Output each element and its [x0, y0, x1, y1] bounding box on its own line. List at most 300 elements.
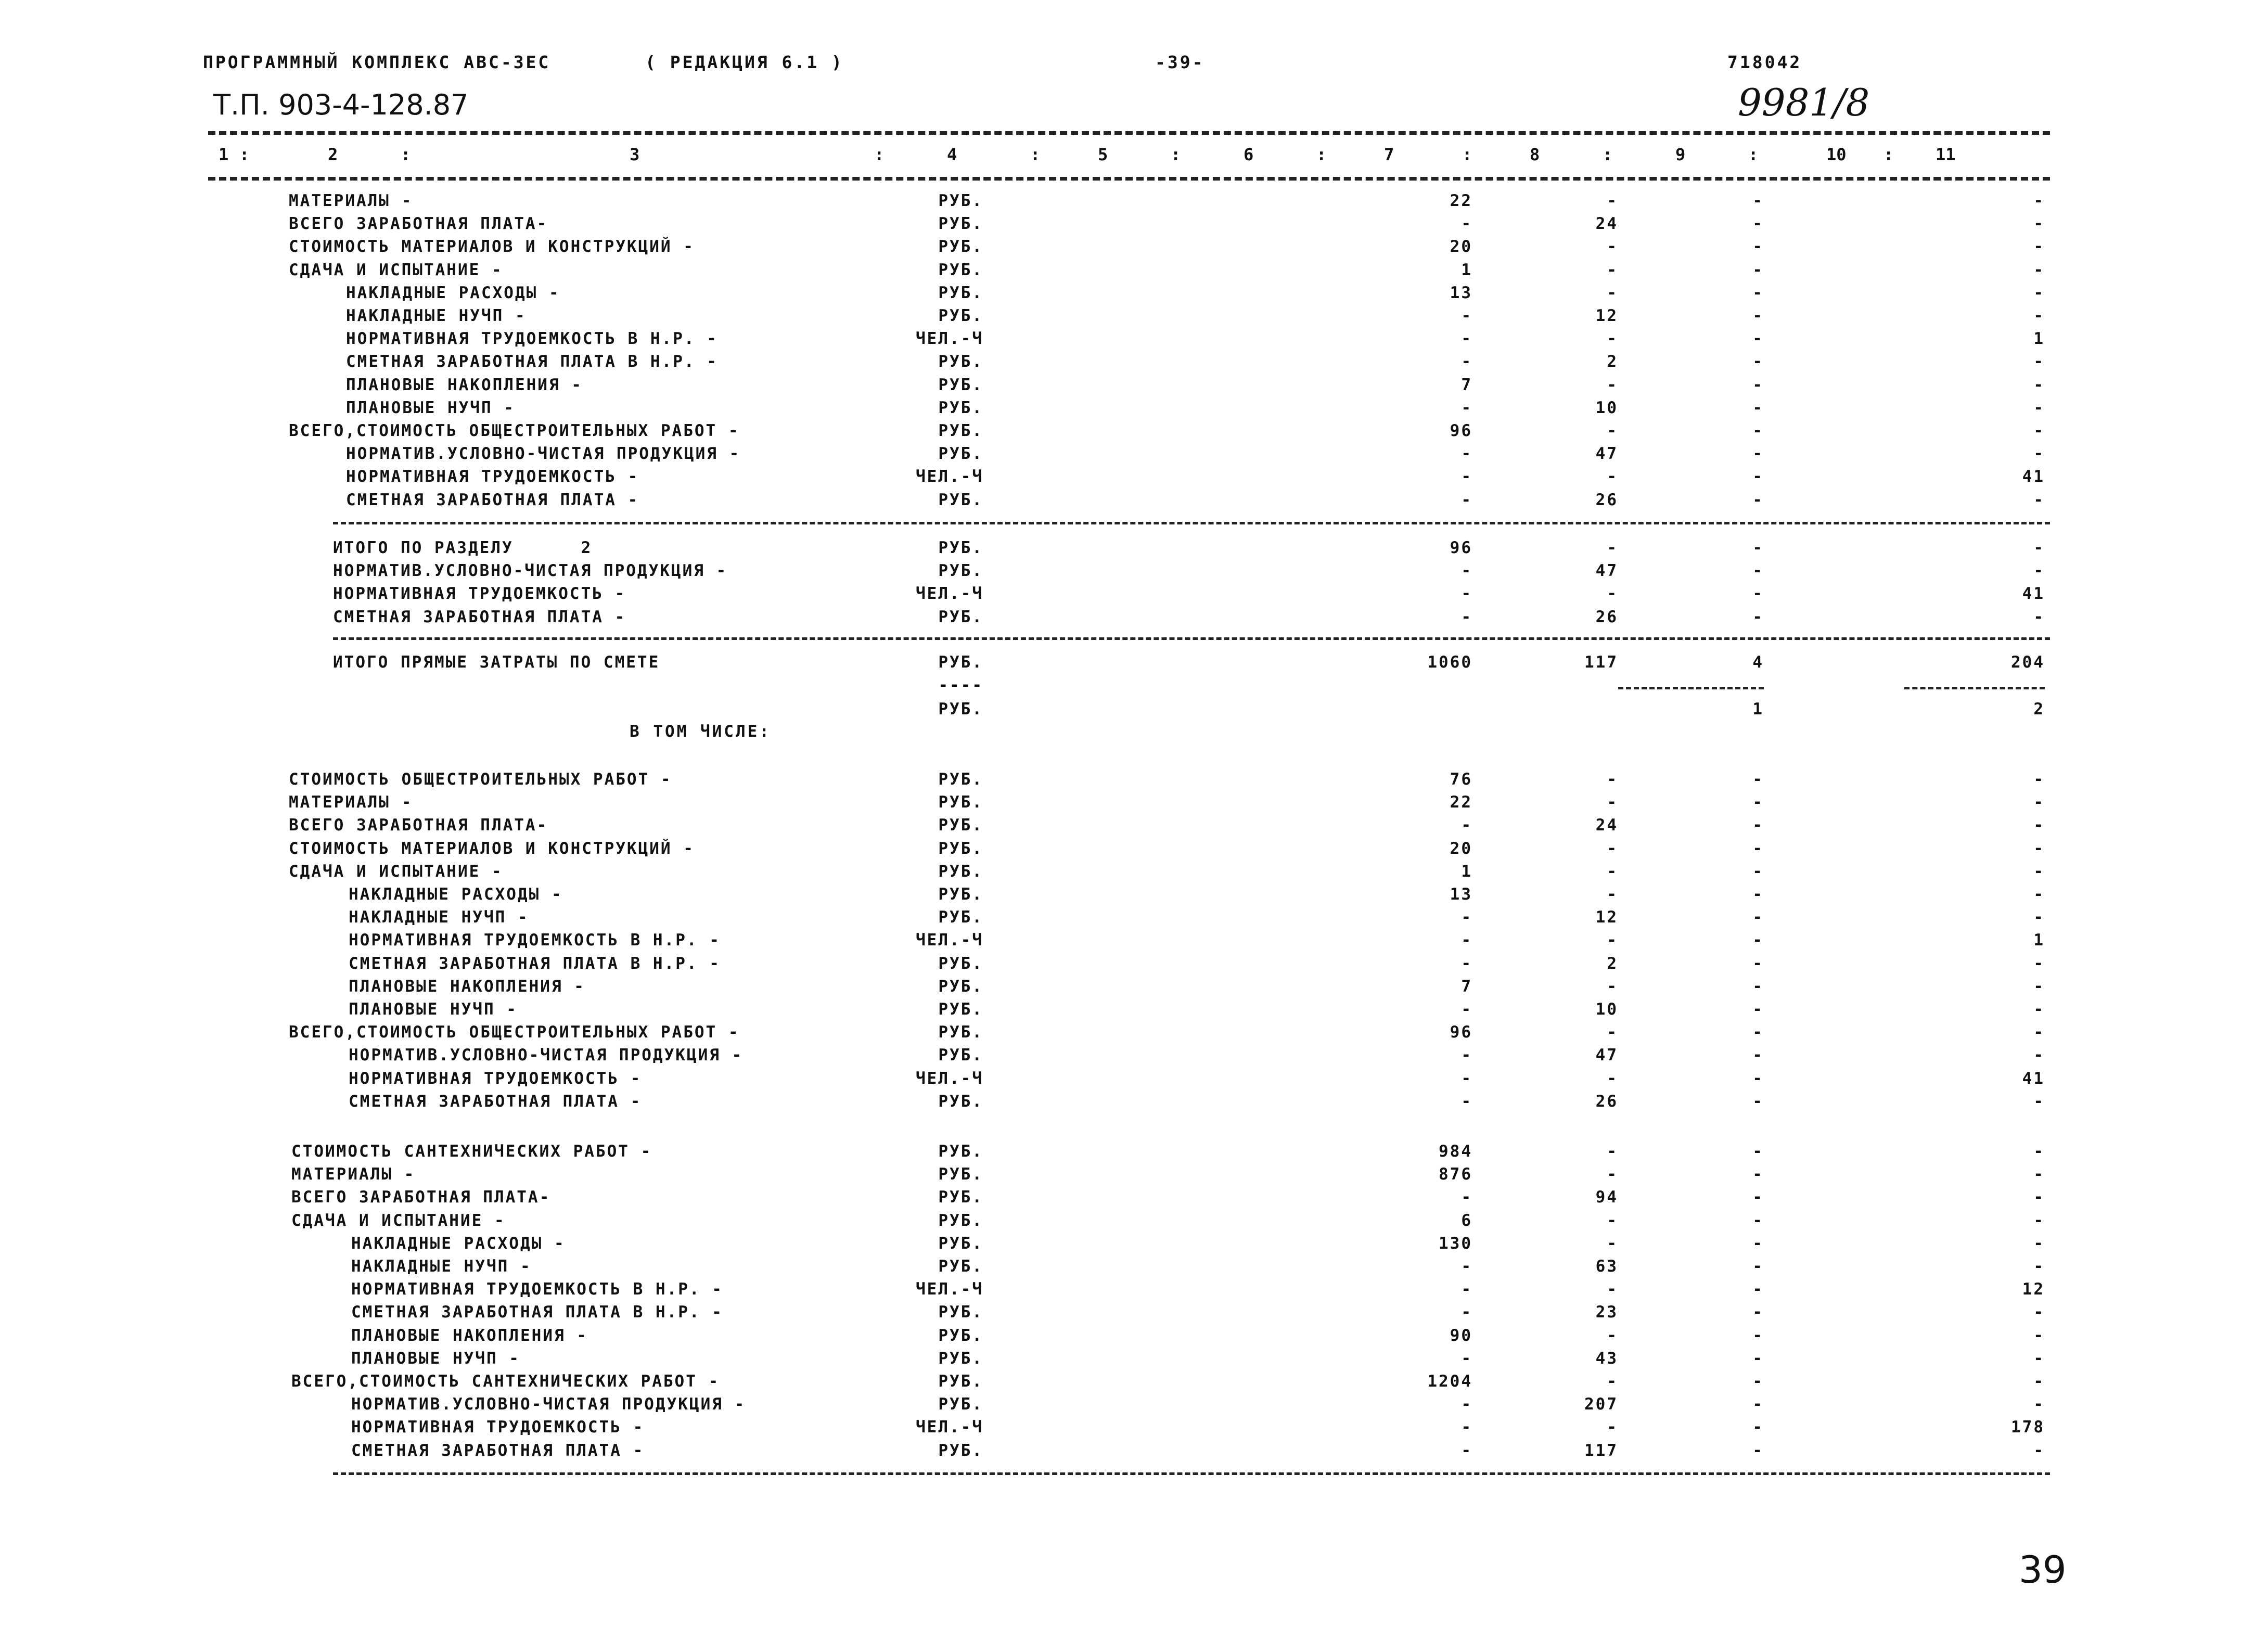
- row-col8: 26: [1595, 607, 1618, 626]
- row-label: НОРМАТИВ.УСЛОВНО-ЧИСТАЯ ПРОДУКЦИЯ -: [333, 561, 728, 581]
- row-col9: -: [1752, 1234, 1764, 1253]
- row-unit: РУБ.: [938, 1092, 983, 1111]
- column-separator: :: [1030, 145, 1041, 164]
- row-col7: 1204: [1427, 1372, 1472, 1391]
- row-label: НОРМАТИВНАЯ ТРУДОЕМКОСТЬ В Н.Р. -: [346, 329, 718, 349]
- row-col11: -: [2033, 885, 2045, 904]
- row-col7: 1: [1461, 862, 1472, 881]
- row-unit: РУБ.: [938, 977, 983, 996]
- row-col7: -: [1461, 444, 1472, 464]
- row-col7: 13: [1450, 885, 1472, 904]
- column-separator: :: [1316, 145, 1327, 164]
- row-col9: -: [1752, 467, 1764, 486]
- row-col11: -: [2033, 1234, 2045, 1253]
- row-label: ПЛАНОВЫЕ НУЧП -: [349, 1000, 518, 1019]
- row-unit: РУБ.: [938, 607, 983, 626]
- row-col9: -: [1752, 214, 1764, 234]
- row-col8: -: [1607, 977, 1618, 996]
- row-label: СТОИМОСТЬ МАТЕРИАЛОВ И КОНСТРУКЦИЙ -: [289, 839, 695, 858]
- row-label: ВСЕГО ЗАРАБОТНАЯ ПЛАТА-: [289, 816, 548, 835]
- row-col11: -: [2033, 398, 2045, 417]
- row-col8: 47: [1595, 444, 1618, 464]
- row-col7: -: [1461, 1418, 1472, 1437]
- row-col11: -: [2033, 539, 2045, 557]
- column-number: 3: [630, 145, 640, 164]
- row-col11: -: [2033, 214, 2045, 234]
- row-col8: -: [1607, 584, 1618, 604]
- column-number: 6: [1244, 145, 1254, 164]
- row-label: СТОИМОСТЬ САНТЕХНИЧЕСКИХ РАБОТ -: [291, 1142, 652, 1161]
- row-unit: РУБ.: [938, 306, 983, 325]
- table-row: [0, 954, 2268, 977]
- direct-costs-col11-sub: 2: [2033, 700, 2045, 719]
- table-row: [0, 191, 2268, 214]
- row-col9: -: [1752, 862, 1764, 881]
- row-col11: 1: [2033, 329, 2045, 349]
- row-col8: -: [1607, 237, 1618, 257]
- row-col11: -: [2033, 1211, 2045, 1230]
- row-unit: РУБ.: [938, 1046, 983, 1065]
- row-label: ПЛАНОВЫЕ НАКОПЛЕНИЯ -: [346, 375, 583, 394]
- row-unit: РУБ.: [938, 352, 983, 371]
- row-col11: -: [2033, 490, 2045, 509]
- table-row: [0, 1046, 2268, 1069]
- row-unit: РУБ.: [938, 816, 983, 835]
- row-unit: РУБ.: [938, 770, 983, 789]
- row-label: СМЕТНАЯ ЗАРАБОТНАЯ ПЛАТА -: [351, 1441, 645, 1460]
- row-unit: РУБ.: [938, 421, 983, 440]
- row-unit: ЧЕЛ.-Ч: [916, 1280, 983, 1299]
- row-unit: РУБ.: [938, 1000, 983, 1019]
- row-unit: РУБ.: [938, 1372, 983, 1391]
- table-row: [0, 816, 2268, 839]
- row-col11: -: [2033, 977, 2045, 996]
- table-row: [0, 1142, 2268, 1165]
- table-row: [0, 862, 2268, 885]
- section-total-rule: [333, 637, 2050, 640]
- row-unit: РУБ.: [938, 237, 983, 257]
- direct-costs-col8: 117: [1584, 653, 1618, 672]
- page-number: 39: [2019, 1548, 2067, 1592]
- row-col11: -: [2033, 908, 2045, 927]
- row-unit: РУБ.: [938, 1211, 983, 1230]
- row-label: СМЕТНАЯ ЗАРАБОТНАЯ ПЛАТА В Н.Р. -: [351, 1303, 723, 1322]
- row-col11: -: [2033, 1142, 2045, 1161]
- row-label: ПЛАНОВЫЕ НУЧП -: [351, 1349, 520, 1368]
- row-col11: -: [2033, 1023, 2045, 1042]
- row-label: МАТЕРИАЛЫ -: [289, 191, 413, 210]
- row-unit: РУБ.: [938, 1326, 983, 1345]
- column-number: 4: [947, 145, 957, 164]
- row-unit: РУБ.: [938, 283, 983, 302]
- row-unit: РУБ.: [938, 1165, 983, 1184]
- row-col9: -: [1752, 1023, 1764, 1042]
- table-row: [0, 1000, 2268, 1023]
- row-col7: 90: [1450, 1326, 1472, 1345]
- row-label: НОРМАТИВНАЯ ТРУДОЕМКОСТЬ В Н.Р. -: [351, 1280, 723, 1299]
- row-col9: -: [1752, 1092, 1764, 1111]
- row-col7: -: [1461, 398, 1472, 417]
- row-col7: -: [1461, 306, 1472, 325]
- table-row: [0, 1303, 2268, 1326]
- row-col8: -: [1607, 1165, 1618, 1184]
- row-label: НАКЛАДНЫЕ НУЧП -: [346, 306, 527, 325]
- row-unit: РУБ.: [938, 539, 983, 557]
- table-row: [0, 977, 2268, 1000]
- row-col7: -: [1461, 954, 1472, 973]
- row-col9: -: [1752, 539, 1764, 557]
- row-label: ПЛАНОВЫЕ НАКОПЛЕНИЯ -: [349, 977, 585, 996]
- row-unit: ЧЕЛ.-Ч: [916, 1069, 983, 1088]
- row-col9: -: [1752, 1395, 1764, 1414]
- row-label: СДАЧА И ИСПЫТАНИЕ -: [289, 862, 503, 881]
- row-unit: РУБ.: [938, 954, 983, 973]
- row-col9: -: [1752, 306, 1764, 325]
- table-row: [0, 539, 2268, 561]
- row-col7: -: [1461, 1303, 1472, 1322]
- row-col9: -: [1752, 1303, 1764, 1322]
- row-col7: 1: [1461, 260, 1472, 279]
- row-col7: -: [1461, 1092, 1472, 1111]
- row-col11: -: [2033, 816, 2045, 835]
- row-label: СМЕТНАЯ ЗАРАБОТНАЯ ПЛАТА -: [333, 607, 626, 626]
- row-col9: -: [1752, 1280, 1764, 1299]
- row-col8: -: [1607, 191, 1618, 210]
- row-col9: -: [1752, 191, 1764, 210]
- table-row: [0, 329, 2268, 352]
- column-separator: :: [1883, 145, 1894, 164]
- row-col7: 130: [1439, 1234, 1472, 1253]
- row-col7: 22: [1450, 191, 1472, 210]
- row-col9: -: [1752, 352, 1764, 371]
- row-col7: -: [1461, 1349, 1472, 1368]
- row-label: НОРМАТИВНАЯ ТРУДОЕМКОСТЬ В Н.Р. -: [349, 931, 721, 950]
- row-unit: РУБ.: [938, 375, 983, 394]
- row-unit: РУБ.: [938, 1395, 983, 1414]
- row-col7: 76: [1450, 770, 1472, 789]
- direct-costs-col9-sub: 1: [1752, 700, 1764, 719]
- row-col8: -: [1607, 793, 1618, 812]
- row-col7: 96: [1450, 539, 1472, 557]
- row-col11: -: [2033, 352, 2045, 371]
- row-label: НАКЛАДНЫЕ НУЧП -: [349, 908, 529, 927]
- row-col8: 63: [1595, 1257, 1618, 1276]
- column-number: 10: [1826, 145, 1847, 164]
- row-col9: -: [1752, 329, 1764, 349]
- direct-costs-label: ИТОГО ПРЯМЫЕ ЗАТРАТЫ ПО СМЕТЕ: [333, 653, 660, 672]
- row-col7: 13: [1450, 283, 1472, 302]
- row-label: НАКЛАДНЫЕ РАСХОДЫ -: [346, 283, 560, 302]
- row-col9: -: [1752, 421, 1764, 440]
- row-col9: -: [1752, 398, 1764, 417]
- row-col8: 2: [1607, 954, 1618, 973]
- row-col11: -: [2033, 1303, 2045, 1322]
- column-separator: :: [239, 145, 250, 164]
- row-col8: -: [1607, 1418, 1618, 1437]
- row-col11: -: [2033, 561, 2045, 581]
- row-col7: -: [1461, 329, 1472, 349]
- row-col9: -: [1752, 977, 1764, 996]
- row-label: НОРМАТИВНАЯ ТРУДОЕМКОСТЬ -: [349, 1069, 642, 1088]
- row-col7: 876: [1439, 1165, 1472, 1184]
- handwritten-doc-number: 9981/8: [1738, 81, 1870, 124]
- table-row: [0, 1211, 2268, 1234]
- row-col11: -: [2033, 375, 2045, 394]
- row-label: НОРМАТИВ.УСЛОВНО-ЧИСТАЯ ПРОДУКЦИЯ -: [351, 1395, 746, 1414]
- row-col9: -: [1752, 1069, 1764, 1088]
- row-col8: 94: [1595, 1188, 1618, 1207]
- row-col9: -: [1752, 908, 1764, 927]
- row-col11: 41: [2022, 584, 2045, 604]
- project-number: Т.П. 903-4-128.87: [213, 88, 469, 121]
- table-row: [0, 376, 2268, 399]
- direct-costs-col11: 204: [2011, 653, 2045, 672]
- row-label: НАКЛАДНЫЕ РАСХОДЫ -: [349, 885, 563, 904]
- row-col8: 10: [1595, 398, 1618, 417]
- direct-costs-row: [0, 653, 2268, 676]
- row-col9: -: [1752, 839, 1764, 858]
- table-row: [0, 1023, 2268, 1046]
- header-bottom-rule: [208, 177, 2050, 181]
- row-col8: 26: [1595, 1092, 1618, 1111]
- row-unit: РУБ.: [938, 260, 983, 279]
- row-col7: -: [1461, 908, 1472, 927]
- table-row: [0, 908, 2268, 931]
- row-unit: РУБ.: [938, 908, 983, 927]
- row-col8: 43: [1595, 1349, 1618, 1368]
- row-col8: -: [1607, 1069, 1618, 1088]
- direct-costs-unit: РУБ.: [938, 653, 983, 672]
- row-unit: ЧЕЛ.-Ч: [916, 467, 983, 486]
- table-row: [0, 1349, 2268, 1372]
- column-separator: :: [1748, 145, 1759, 164]
- row-col9: -: [1752, 237, 1764, 257]
- row-col8: -: [1607, 770, 1618, 789]
- row-col11: -: [2033, 1046, 2045, 1065]
- direct-costs-unit2: РУБ.: [938, 700, 983, 719]
- row-col8: 117: [1584, 1441, 1618, 1460]
- row-col8: -: [1607, 1142, 1618, 1161]
- row-label: СМЕТНАЯ ЗАРАБОТНАЯ ПЛАТА -: [349, 1092, 642, 1111]
- row-label: НОРМАТИВ.УСЛОВНО-ЧИСТАЯ ПРОДУКЦИЯ -: [346, 444, 741, 464]
- row-col7: -: [1461, 1069, 1472, 1088]
- table-row: [0, 1441, 2268, 1464]
- row-col11: -: [2033, 191, 2045, 210]
- row-col7: -: [1461, 467, 1472, 486]
- row-label: МАТЕРИАЛЫ -: [289, 793, 413, 812]
- direct-costs-dashes: ----: [938, 676, 983, 695]
- row-col7: 20: [1450, 237, 1472, 257]
- row-unit: РУБ.: [938, 1349, 983, 1368]
- row-col11: -: [2033, 862, 2045, 881]
- row-label: ВСЕГО ЗАРАБОТНАЯ ПЛАТА-: [289, 214, 548, 234]
- edition-label: ( РЕДАКЦИЯ 6.1 ): [645, 52, 844, 72]
- column-separator: :: [1171, 145, 1181, 164]
- row-col11: -: [2033, 444, 2045, 464]
- direct-costs-col7: 1060: [1427, 653, 1472, 672]
- row-label: СТОИМОСТЬ ОБЩЕСТРОИТЕЛЬНЫХ РАБОТ -: [289, 770, 672, 789]
- column-separator: :: [401, 145, 411, 164]
- row-col8: -: [1607, 539, 1618, 557]
- row-label: ВСЕГО ЗАРАБОТНАЯ ПЛАТА-: [291, 1188, 551, 1207]
- row-col8: -: [1607, 862, 1618, 881]
- row-col7: 7: [1461, 977, 1472, 996]
- row-col8: 26: [1595, 490, 1618, 509]
- row-col8: -: [1607, 885, 1618, 904]
- row-col7: -: [1461, 1000, 1472, 1019]
- row-col11: -: [2033, 1349, 2045, 1368]
- row-col7: -: [1461, 607, 1472, 626]
- column-number: 2: [328, 145, 338, 164]
- row-col9: -: [1752, 1326, 1764, 1345]
- table-row: [0, 214, 2268, 237]
- row-col9: -: [1752, 1000, 1764, 1019]
- row-col8: -: [1607, 283, 1618, 302]
- row-unit: РУБ.: [938, 490, 983, 509]
- row-col7: -: [1461, 584, 1472, 604]
- row-label: МАТЕРИАЛЫ -: [291, 1165, 416, 1184]
- row-col8: -: [1607, 1326, 1618, 1345]
- row-unit: РУБ.: [938, 885, 983, 904]
- table-row: [0, 885, 2268, 908]
- table-row: [0, 1069, 2268, 1092]
- row-unit: РУБ.: [938, 1142, 983, 1161]
- row-unit: РУБ.: [938, 214, 983, 234]
- row-col7: -: [1461, 352, 1472, 371]
- row-label: ВСЕГО,СТОИМОСТЬ ОБЩЕСТРОИТЕЛЬНЫХ РАБОТ -: [289, 421, 740, 440]
- direct-costs-subrule: [1904, 687, 2045, 689]
- row-col9: -: [1752, 954, 1764, 973]
- row-col8: 24: [1595, 214, 1618, 234]
- table-row: [0, 1372, 2268, 1395]
- row-col11: 41: [2022, 1069, 2045, 1088]
- row-col11: -: [2033, 260, 2045, 279]
- bottom-rule: [333, 1472, 2050, 1475]
- table-row: [0, 1257, 2268, 1280]
- row-col9: -: [1752, 584, 1764, 604]
- row-col8: 12: [1595, 908, 1618, 927]
- row-col11: -: [2033, 1326, 2045, 1345]
- row-col9: -: [1752, 1349, 1764, 1368]
- including-label: В ТОМ ЧИСЛЕ:: [630, 722, 771, 741]
- row-col9: -: [1752, 1142, 1764, 1161]
- row-unit: РУБ.: [938, 1441, 983, 1460]
- row-label: ПЛАНОВЫЕ НУЧП -: [346, 398, 515, 417]
- table-row: [0, 931, 2268, 954]
- direct-costs-col9: 4: [1752, 653, 1764, 672]
- row-col11: 178: [2011, 1418, 2045, 1437]
- row-col9: -: [1752, 561, 1764, 581]
- row-col7: 7: [1461, 375, 1472, 394]
- table-row: [0, 1395, 2268, 1418]
- column-number: 11: [1936, 145, 1956, 164]
- row-unit: РУБ.: [938, 839, 983, 858]
- row-col8: 12: [1595, 306, 1618, 325]
- row-col11: -: [2033, 1372, 2045, 1391]
- row-unit: РУБ.: [938, 444, 983, 464]
- table-row: [0, 261, 2268, 284]
- row-col9: -: [1752, 885, 1764, 904]
- row-col11: -: [2033, 421, 2045, 440]
- row-col8: 47: [1595, 561, 1618, 581]
- table-row: [0, 770, 2268, 793]
- column-separator: :: [1462, 145, 1472, 164]
- row-col8: 207: [1584, 1395, 1618, 1414]
- row-col11: -: [2033, 1165, 2045, 1184]
- row-col11: -: [2033, 1188, 2045, 1207]
- table-row: [0, 1280, 2268, 1303]
- row-col7: -: [1461, 490, 1472, 509]
- table-row: [0, 839, 2268, 862]
- row-col9: -: [1752, 1211, 1764, 1230]
- row-col11: -: [2033, 1257, 2045, 1276]
- row-col7: -: [1461, 816, 1472, 835]
- row-col11: -: [2033, 607, 2045, 626]
- table-row: [0, 1092, 2268, 1115]
- row-col7: -: [1461, 1257, 1472, 1276]
- direct-costs-sub-row: [0, 700, 2268, 723]
- table-row: [0, 1418, 2268, 1441]
- table-row: [0, 306, 2268, 329]
- row-label: СМЕТНАЯ ЗАРАБОТНАЯ ПЛАТА -: [346, 490, 639, 509]
- column-separator: :: [1603, 145, 1613, 164]
- row-col11: -: [2033, 1092, 2045, 1111]
- row-col7: -: [1461, 561, 1472, 581]
- table-row: [0, 1326, 2268, 1349]
- row-col8: 2: [1607, 352, 1618, 371]
- row-unit: РУБ.: [938, 793, 983, 812]
- row-col7: -: [1461, 1441, 1472, 1460]
- row-col9: -: [1752, 931, 1764, 950]
- row-unit: РУБ.: [938, 1303, 983, 1322]
- row-label: СМЕТНАЯ ЗАРАБОТНАЯ ПЛАТА В Н.Р. -: [346, 352, 718, 371]
- table-row: [0, 1165, 2268, 1188]
- row-col11: -: [2033, 954, 2045, 973]
- row-label: НОРМАТИВНАЯ ТРУДОЕМКОСТЬ -: [351, 1418, 645, 1437]
- row-col9: -: [1752, 375, 1764, 394]
- row-col9: -: [1752, 793, 1764, 812]
- row-unit: ЧЕЛ.-Ч: [916, 931, 983, 950]
- row-col8: -: [1607, 1023, 1618, 1042]
- header-top-rule: [208, 131, 2050, 135]
- row-col11: -: [2033, 839, 2045, 858]
- row-col8: -: [1607, 1280, 1618, 1299]
- row-col9: -: [1752, 770, 1764, 789]
- row-col8: -: [1607, 260, 1618, 279]
- column-number: 8: [1530, 145, 1540, 164]
- row-label: НАКЛАДНЫЕ НУЧП -: [351, 1257, 532, 1276]
- column-number: 9: [1675, 145, 1686, 164]
- row-col9: -: [1752, 607, 1764, 626]
- table-row: [0, 608, 2268, 631]
- row-col9: -: [1752, 1188, 1764, 1207]
- row-col7: -: [1461, 931, 1472, 950]
- row-unit: РУБ.: [938, 862, 983, 881]
- row-col7: 984: [1439, 1142, 1472, 1161]
- row-col7: 20: [1450, 839, 1472, 858]
- row-col11: -: [2033, 770, 2045, 789]
- row-unit: ЧЕЛ.-Ч: [916, 1418, 983, 1437]
- row-unit: РУБ.: [938, 1234, 983, 1253]
- table-row: [0, 284, 2268, 306]
- table-row: [0, 1234, 2268, 1257]
- row-col11: 12: [2022, 1280, 2045, 1299]
- row-label: НОРМАТИВНАЯ ТРУДОЕМКОСТЬ -: [346, 467, 639, 486]
- row-col8: -: [1607, 375, 1618, 394]
- column-separator: :: [874, 145, 885, 164]
- row-col11: -: [2033, 793, 2045, 812]
- row-col9: -: [1752, 444, 1764, 464]
